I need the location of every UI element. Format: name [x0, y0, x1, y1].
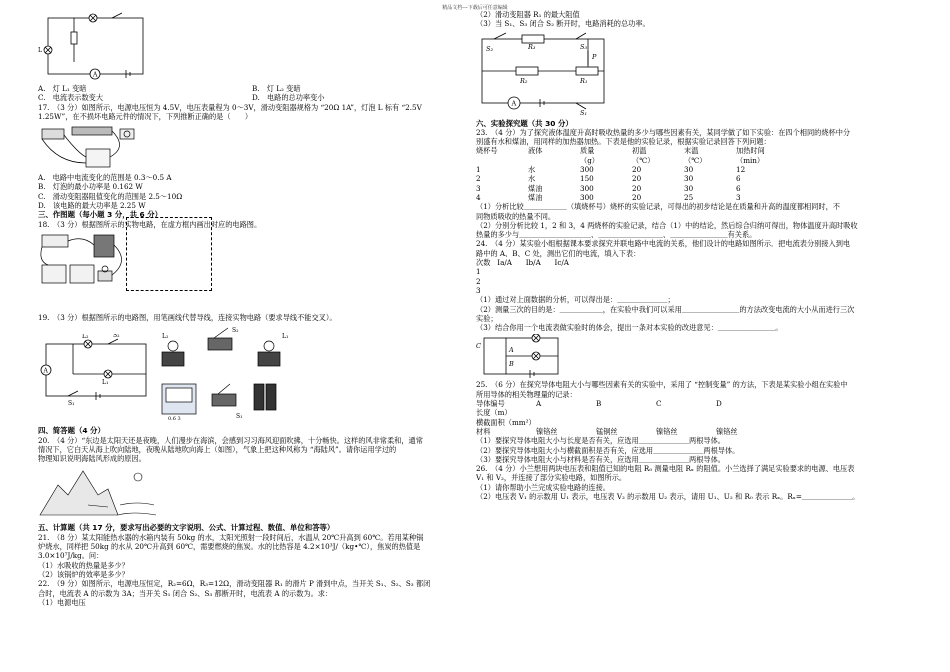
q23-th-4: 末温 [684, 146, 699, 156]
q19-phys-meter-label: 0.6 3 [168, 416, 181, 423]
q16-options [38, 84, 466, 93]
q19-label-S1: S₁ [68, 400, 75, 407]
section-4-title: 四、简答题（4 分） [38, 426, 105, 436]
q16-options-row2 [38, 93, 466, 102]
q23-cell: 300 [580, 165, 594, 175]
q20-line2: 情况下，它白天从海上吹向陆地，夜晚从陆地吹向海上（如图），气象上把这种风称为 “海陆风”。请你运用学过的 [38, 444, 397, 454]
q25-cell: C [656, 399, 662, 409]
page-header: 精品文档---下载后可任意编辑 [442, 5, 508, 11]
q25-cell: D [716, 399, 722, 409]
q22-line2: 合时，电流表 A 的示数为 3A；当开关 S₁ 闭合 S₂、S₃ 都断开时，电流表 A 的示数为。求： [38, 588, 333, 598]
q23-cell: 30 [684, 165, 694, 175]
q21-sub1: （1）水吸收的热量是多少？ [38, 560, 129, 570]
q18-answer-box[interactable] [126, 217, 212, 291]
q24-line1: 24. （4 分）某实验小组根据课本要求探究并联电路中电流的关系，他们设计的电路如图所示．把电流表分别接入到电 [476, 239, 851, 249]
q19-physical-components [158, 324, 298, 424]
q26-line2: V₁ 和 V₂，并连接了部分实验电路，如图所示。 [476, 473, 627, 483]
q17-option-b: B. 灯泡的最小功率是 0.162 W [38, 182, 143, 192]
q23-unit-3: （℃） [632, 155, 655, 165]
q17-option-c: C. 滑动变阻器阻值变化的范围是 2.5～10Ω [38, 191, 183, 201]
q22-sub3: （3）当 S₁、S₃ 闭合 S₂ 断开时，电路消耗的总功率。 [476, 19, 650, 29]
q24-label-B: B [509, 360, 514, 369]
q25-sub3: （3）要探究导体电阻大小与材料是否有关，应选用＿＿＿＿＿＿＿两根导体。 [476, 454, 725, 464]
right-column [476, 10, 914, 501]
q20-line3: 物理知识说明海陆风形成的原因。 [38, 454, 146, 464]
q22-line1: 22. （9 分）如图所示，电源电压恒定，R₂=6Ω，R₃=12Ω，滑动变阻器 R₁ 的滑片 P 滑到中点，当开关 S₁、S₂、S₃ 都闭 [38, 579, 431, 589]
q25-cell: 材料 [476, 426, 491, 436]
q24-sub1: （1）通过对上面数据的分析，可以得出是：＿＿＿＿＿＿＿； [476, 295, 675, 305]
q25-cell: 锰铜丝 [596, 426, 618, 436]
q23-th-1: 液体 [528, 146, 543, 156]
q25-line2: 所用导体的相关物理量的记录： [476, 389, 577, 399]
q17-text-line2: 1.25W”，在不损坏电路元件的情况下，下列推断正确的是（ ） [38, 111, 253, 121]
q23-cell: 3 [736, 192, 741, 202]
q17-option-a: A. 电路中电流变化的范围是 0.3～0.5 A [38, 173, 172, 183]
q23-unit-5: （min） [736, 155, 765, 165]
q23-unit-1 [528, 156, 580, 165]
q25-cell: 镍铬丝 [536, 426, 558, 436]
q25-cell: 镍铬丝 [716, 426, 738, 436]
q23-cell: 20 [632, 192, 642, 202]
q22-label-S1: S₁ [580, 108, 588, 117]
q26-sub2: （2）电压表 V₁ 的示数用 U₁ 表示，电压表 V₂ 的示数用 U₂ 表示，请用 U₁、U₂ 和 R₀ 表示 Rₓ。Rₓ=＿＿＿＿＿＿＿。 [476, 491, 860, 501]
q24-table-header [476, 258, 914, 267]
q25-sub2: （2）要探究导体电阻大小与横截面积是否有关，应选用＿＿＿＿＿＿＿两根导体。 [476, 445, 740, 455]
q24-label-A: A [509, 346, 514, 355]
q24-circuit-figure [476, 334, 914, 378]
q23-intro-line2: 别盛有水和煤油，用同样的加热器加热。下表是他的实验记录，根据实验记录回答下列问题： [476, 137, 771, 147]
q23-data-table [476, 146, 914, 202]
q19-text: 19. （3 分）根据图所示的电路图，用笔画线代替导线，连接实物电路（要求导线不能交叉）。 [38, 312, 337, 322]
q23-cell: 水 [528, 174, 536, 184]
q16-fig-label-A: A [93, 71, 98, 79]
q20-sea-land-figure [38, 465, 466, 521]
q23-cell: 4 [476, 192, 481, 202]
q16-option-c: C. 电流表示数变大 [38, 93, 104, 103]
q23-cell: 3 [476, 183, 481, 193]
q16-option-b: B. 灯 L₂ 变暗 [252, 84, 301, 93]
q24-th-0: 次数 [476, 258, 491, 268]
q19-label-L2: L₂ [82, 334, 89, 341]
q23-cell: 25 [684, 192, 694, 202]
q22-circuit-diagram [476, 31, 616, 117]
q25-cell: 导体编号 [476, 399, 505, 409]
q24-sub2-cont: 实验； [476, 313, 498, 323]
q23-cell: 20 [632, 183, 642, 193]
left-column [38, 10, 466, 607]
q24-th-2: Ib/A [525, 258, 541, 268]
q22-label-R1: R₁ [580, 76, 588, 85]
q23-cell: 20 [632, 165, 642, 175]
q23-cell: 2 [476, 174, 481, 184]
q23-cell: 30 [684, 174, 694, 184]
q19-label-L1: L₁ [102, 379, 109, 387]
q23-sub2-line2: 热量的多少与＿＿＿＿＿＿＿＿＿＿、＿＿＿＿＿＿＿＿＿、＿＿＿＿＿＿＿＿有关系。 [476, 230, 757, 240]
q23-unit-0 [476, 156, 528, 165]
q26-line1: 26. （4 分）小兰想用两块电压表和阻值已知的电阻 R₀ 测量电阻 Rₓ 的阻值。小兰选择了满足实验要求的电源、电压表 [476, 464, 855, 474]
q23-cell: 6 [736, 174, 741, 184]
q16-fig-label-L: L [38, 47, 42, 54]
q22-sub2: （2）滑动变阻器 R₁ 的最大阻值 [476, 10, 580, 19]
q23-sub2-line1: （2）分别分析比较 1，2 和 3，4 两烧杯的实验记录，结合（1）中的结论，然后综合归纳可得出，物体温度升高时吸收 [476, 220, 858, 230]
q23-cell: 1 [476, 165, 481, 175]
q22-label-S2: S₂ [486, 44, 494, 53]
q17-text-line1: 17. （3 分）如图所示，电源电压恒为 4.5V，电压表量程为 0～3V，滑动变阻器规格为 “20Ω 1A”，灯泡 L 标有 “2.5V [38, 102, 422, 112]
q26-sub1: （1）请你帮助小兰完成实验电路的连接。 [476, 482, 610, 492]
q23-cell: 30 [684, 183, 694, 193]
section-6-title: 六、实验探究题（共 30 分） [476, 118, 573, 128]
q23-unit-4: （℃） [684, 155, 707, 165]
q25-cell: B [596, 399, 602, 409]
q23-th-0: 烧杯号 [476, 146, 498, 156]
q25-table-row4 [476, 427, 914, 436]
q16-circuit-diagram [38, 12, 158, 82]
q22-label-A: A [511, 99, 517, 108]
q22-label-P: P [592, 52, 597, 61]
q24-th-3: Ic/A [554, 258, 569, 268]
q23-cell: 12 [736, 165, 746, 175]
q17-apparatus-drawing [38, 123, 158, 171]
q19-circuit-diagram [38, 334, 158, 406]
q19-phys-label-L2: L₂ [162, 333, 169, 341]
q23-cell: 6 [736, 183, 741, 193]
q21-line1: 21. （8 分）某太阳能热水器的水箱内装有 50kg 的水，太阳光照射一段时间后，水温从 20℃升高到 60℃。若用某种锅 [38, 532, 424, 542]
q19-phys-label-S1: S₁ [236, 413, 243, 421]
q22-label-S3: S₃ [580, 42, 588, 51]
q24-row-1: 1 [476, 267, 481, 277]
q25-table-row3: 横截面积（mm²） [476, 417, 536, 427]
q21-line3: 3.0×10⁷J/kg。问： [38, 551, 104, 561]
q24-label-C: C [476, 342, 481, 351]
q23-cell: 煤油 [528, 192, 543, 202]
q16-option-d: D. 电路的总功率变小 [252, 93, 325, 103]
q25-sub1: （1）要探究导体电阻大小与长度是否有关，应选用＿＿＿＿＿＿＿两根导体。 [476, 436, 725, 446]
q16-option-a: A. 灯 L₁ 变暗 [38, 84, 87, 93]
q23-th-2: 质量 [580, 146, 595, 156]
q24-sub2: （2）测量三次的目的是：＿＿＿＿＿＿，在实验中我们可以采用＿＿＿＿＿＿＿＿的方法改变电流的大小从而进行三次 [476, 304, 855, 314]
q19-label-S2: S₂ [113, 334, 120, 340]
q19-label-A: A [43, 367, 48, 375]
q25-cell: A [536, 399, 542, 409]
q19-phys-label-L1: L₁ [282, 333, 289, 341]
q19-figure [38, 324, 466, 424]
q23-cell: 煤油 [528, 183, 543, 193]
q24-th-1: Ia/A [497, 258, 512, 268]
q23-unit-2: （g） [580, 155, 599, 165]
q23-cell: 20 [632, 174, 642, 184]
q23-cell: 300 [580, 183, 594, 193]
q19-phys-label-S2: S₂ [232, 327, 239, 335]
section-5-title: 五、计算题（共 17 分，要求写出必要的文字说明、公式、计算过程、数值、单位和答等） [38, 523, 335, 533]
q24-circuit-diagram [476, 334, 566, 378]
q23-cell: 150 [580, 174, 594, 184]
q23-th-5: 加热时间 [736, 146, 765, 156]
q24-row-2: 2 [476, 276, 481, 286]
q18-text: 18. （3 分）根据图所示的实物电路，在虚方框内画出对应的电路图。 [38, 219, 262, 229]
q23-cell: 300 [580, 192, 594, 202]
q23-sub1-line2: 同物质吸收的热量不同。 [476, 211, 556, 221]
q22-sub1: （1）电源电压 [38, 597, 86, 607]
q23-cell: 水 [528, 165, 536, 175]
section-3-title: 三、作图题（每小题 3 分，共 6 分） [38, 210, 163, 220]
q23-intro-line1: 23. （4 分）为了探究液体温度升高时吸收热量的多少与哪些因素有关，某同学做了如下实验：在四个相同的烧杯中分 [476, 127, 851, 137]
q24-row-3: 3 [476, 285, 481, 295]
q25-table-row2: 长度（m） [476, 408, 512, 418]
q23-sub1-line1: （1）分析比较＿＿＿＿＿＿（填烧杯号）烧杯的实验记录，可得出的初步结论是在质量和升高的温度都相同时，不 [476, 202, 840, 212]
q24-sub3: （3）结合你用一个电流表做实验时的体会，提出一条对本实验的改进意见：＿＿＿＿＿＿＿＿。 [476, 323, 783, 333]
q16-circuit-figure [38, 12, 466, 82]
q23-th-3: 初温 [632, 146, 647, 156]
q22-circuit-figure [476, 31, 914, 117]
q22-label-R2: R₂ [520, 76, 528, 85]
q24-line2: 路中的 A、B、C 处，测出它们的电流，填入下表： [476, 248, 641, 258]
q25-cell: 镍铬丝 [656, 426, 678, 436]
q18-figure [38, 231, 466, 297]
q17-apparatus-figure [38, 123, 466, 171]
q21-sub2: （2）该锅炉的效率是多少？ [38, 569, 129, 579]
q20-landscape-drawing [38, 465, 158, 521]
q25-table-row1 [476, 399, 914, 408]
q25-line1: 25. （6 分）在探究导体电阻大小与哪些因素有关的实验中，采用了 “控制变量” 的方法，下表是某实验小组在实验中 [476, 380, 848, 390]
q20-line1: 20. （4 分）“东边是太阳天还是夜晚，人们漫步在海滨，会感到习习海风迎面吹拂，十分畅快。这样的风非常柔和，通常 [38, 435, 423, 445]
q21-line2: 炉烧水，同样把 50kg 的水从 20℃升高到 60℃，需要燃烧的焦炭。水的比热容是 4.2×10³J/（kg•℃），焦炭的热值是 [38, 542, 421, 552]
q22-label-R3: R₃ [528, 42, 536, 51]
q17-option-d: D. 该电路的最大功率是 2.25 W [38, 201, 146, 211]
